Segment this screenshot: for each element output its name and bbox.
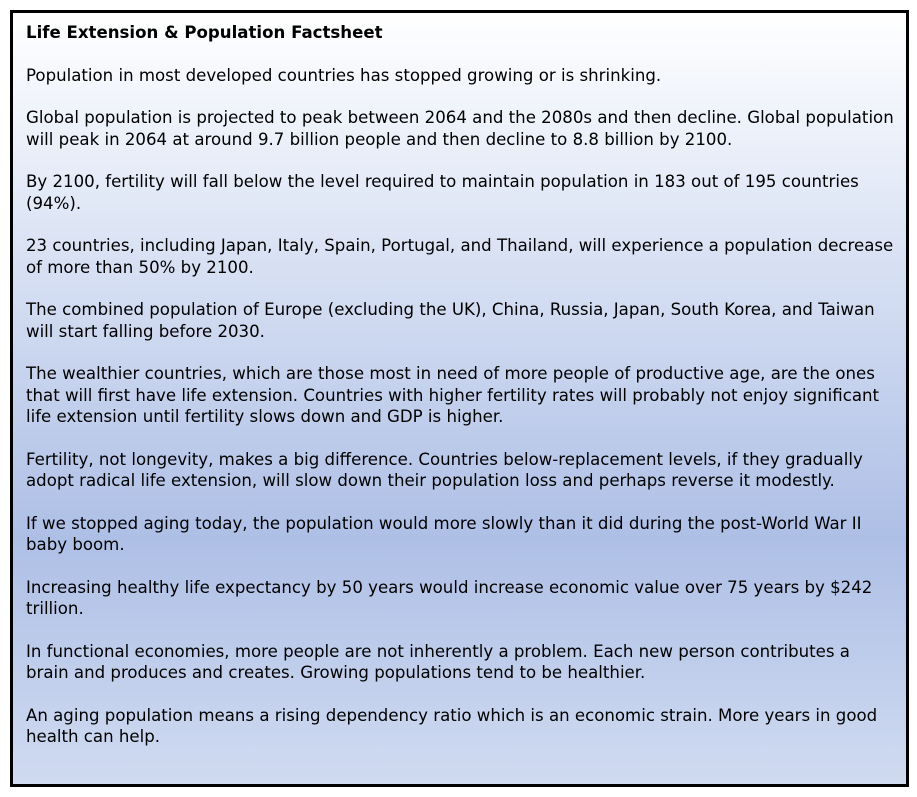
factsheet-box <box>10 10 909 787</box>
factsheet-title: Life Extension & Population Factsheet <box>26 23 383 42</box>
paragraph-combined-population: The combined population of Europe (excluding the UK), China, Russia, Japan, South Korea, and Taiwan will start falling before 2030. <box>26 300 875 341</box>
paragraph-economic-value: Increasing healthy life expectancy by 50 years would increase economic value over 75 years by $242 trillion. <box>26 577 873 618</box>
paragraph-fertility-longevity: Fertility, not longevity, makes a big difference. Countries below-replacement levels, if they gradually adopt radical life extension, will slow down their population loss and perhaps reverse it modestly. <box>26 449 863 490</box>
factsheet-content <box>13 13 906 747</box>
paragraph-aging-population: An aging population means a rising dependency ratio which is an economic strain. More years in good health can help. <box>26 705 878 746</box>
paragraph-functional-economies: In functional economies, more people are not inherently a problem. Each new person contributes a brain and produces and creates. Growing populations tend to be healthier. <box>26 641 850 682</box>
paragraph-23-countries: 23 countries, including Japan, Italy, Spain, Portugal, and Thailand, will experience a population decrease of more than 50% by 2100. <box>26 236 894 277</box>
paragraph-wealthier-countries: The wealthier countries, which are those most in need of more people of productive age, are the ones that will first have life extension. Countries with higher fertility rates will probably not enjoy significant life extension until fertility slows down and GDP is higher. <box>26 364 880 427</box>
paragraph-developed-countries: Population in most developed countries has stopped growing or is shrinking. <box>26 65 662 85</box>
paragraph-global-peak: Global population is projected to peak between 2064 and the 2080s and then decline. Global population will peak in 2064 at around 9.7 billion people and then decline to 8.8 billion by 2100. <box>26 108 894 149</box>
paragraph-stopped-aging: If we stopped aging today, the population would more slowly than it did during the post-World War II baby boom. <box>26 513 862 554</box>
paragraph-fertility-2100: By 2100, fertility will fall below the level required to maintain population in 183 out of 195 countries (94%). <box>26 172 859 213</box>
